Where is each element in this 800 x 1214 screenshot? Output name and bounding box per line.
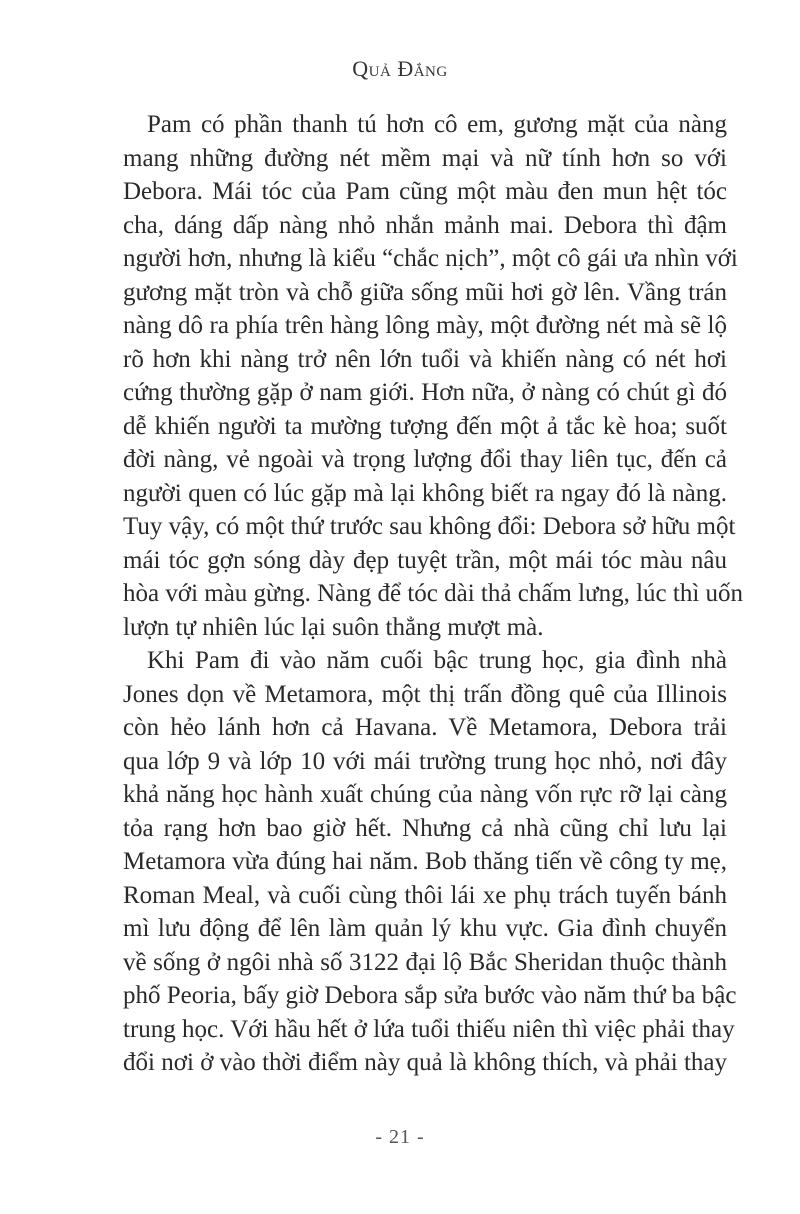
text-line: đổi nơi ở vào thời điểm này quả là không thích, và phải thay xyxy=(123,1049,727,1076)
text-line: hòa với màu gừng. Nàng để tóc dài thả chấm lưng, lúc thì uốn xyxy=(123,580,744,607)
text-line: trung học. Với hầu hết ở lứa tuổi thiếu niên thì việc phải thay xyxy=(123,1015,735,1043)
text-line: Pam có phần thanh tú hơn cô em, gương mặt của nàng xyxy=(147,111,727,138)
text-line: cứng thường gặp ở nam giới. Hơn nữa, ở nàng có chút gì đó xyxy=(123,379,727,406)
text-line: lượn tự nhiên lúc lại suôn thẳng mượt mà. xyxy=(123,613,544,641)
text-line: người hơn, nhưng là kiểu “chắc nịch”, một cô gái ưa nhìn với xyxy=(123,245,738,272)
text-line: qua lớp 9 và lớp 10 với mái trường trung học nhỏ, nơi đây xyxy=(123,747,727,775)
text-line: Tuy vậy, có một thứ trước sau không đổi: Debora sở hữu một xyxy=(123,513,736,540)
text-line: về sống ở ngôi nhà số 3122 đại lộ Bắc Sheridan thuộc thành xyxy=(123,948,727,976)
text-line: mái tóc gợn sóng dày đẹp tuyệt trần, một mái tóc màu nâu xyxy=(123,546,727,574)
text-line: Roman Meal, và cuối cùng thôi lái xe phụ trách tuyến bánh xyxy=(123,881,727,909)
text-line: mì lưu động để lên làm quản lý khu vực. Gia đình chuyển xyxy=(123,915,727,942)
paragraph-2 xyxy=(123,644,737,1080)
text-line: Debora. Mái tóc của Pam cũng một màu đen mun hệt tóc xyxy=(123,178,727,205)
text-line: Metamora vừa đúng hai năm. Bob thăng tiến về công ty mẹ, xyxy=(123,848,727,875)
text-line: cha, dáng dấp nàng nhỏ nhắn mảnh mai. Debora thì đậm xyxy=(123,211,727,239)
text-line: còn hẻo lánh hơn cả Havana. Về Metamora, Debora trải xyxy=(123,714,727,741)
page-number: - 21 - xyxy=(375,1126,425,1148)
text-line: nàng dô ra phía trên hàng lông mày, một đường nét mà sẽ lộ xyxy=(123,312,727,339)
body-text xyxy=(123,108,744,1080)
text-line: Jones dọn về Metamora, một thị trấn đồng quê của Illinois xyxy=(123,680,727,708)
text-line: người quen có lúc gặp mà lại không biết ra ngay đó là nàng. xyxy=(123,479,727,507)
text-line: rõ hơn khi nàng trở nên lớn tuổi và khiến nàng có nét hơi xyxy=(123,345,727,373)
text-line: Khi Pam đi vào năm cuối bậc trung học, gia đình nhà xyxy=(147,647,727,674)
text-line: mang những đường nét mềm mại và nữ tính hơn so với xyxy=(123,144,727,172)
text-line: đời nàng, vẻ ngoài và trọng lượng đổi thay liên tục, đến cả xyxy=(123,446,727,473)
running-head: Quả Đắng xyxy=(352,56,448,81)
text-line: phố Peoria, bấy giờ Debora sắp sửa bước vào năm thứ ba bậc xyxy=(123,982,737,1009)
text-line: dễ khiến người ta mường tượng đến một ả tắc kè hoa; suốt xyxy=(123,412,727,440)
text-line: gương mặt tròn và chỗ giữa sống mũi hơi gờ lên. Vầng trán xyxy=(123,278,727,306)
text-line: tỏa rạng hơn bao giờ hết. Nhưng cả nhà cũng chỉ lưu lại xyxy=(123,814,727,842)
paragraph-1 xyxy=(123,108,744,644)
text-line: khả năng học hành xuất chúng của nàng vốn rực rỡ lại càng xyxy=(123,781,727,808)
